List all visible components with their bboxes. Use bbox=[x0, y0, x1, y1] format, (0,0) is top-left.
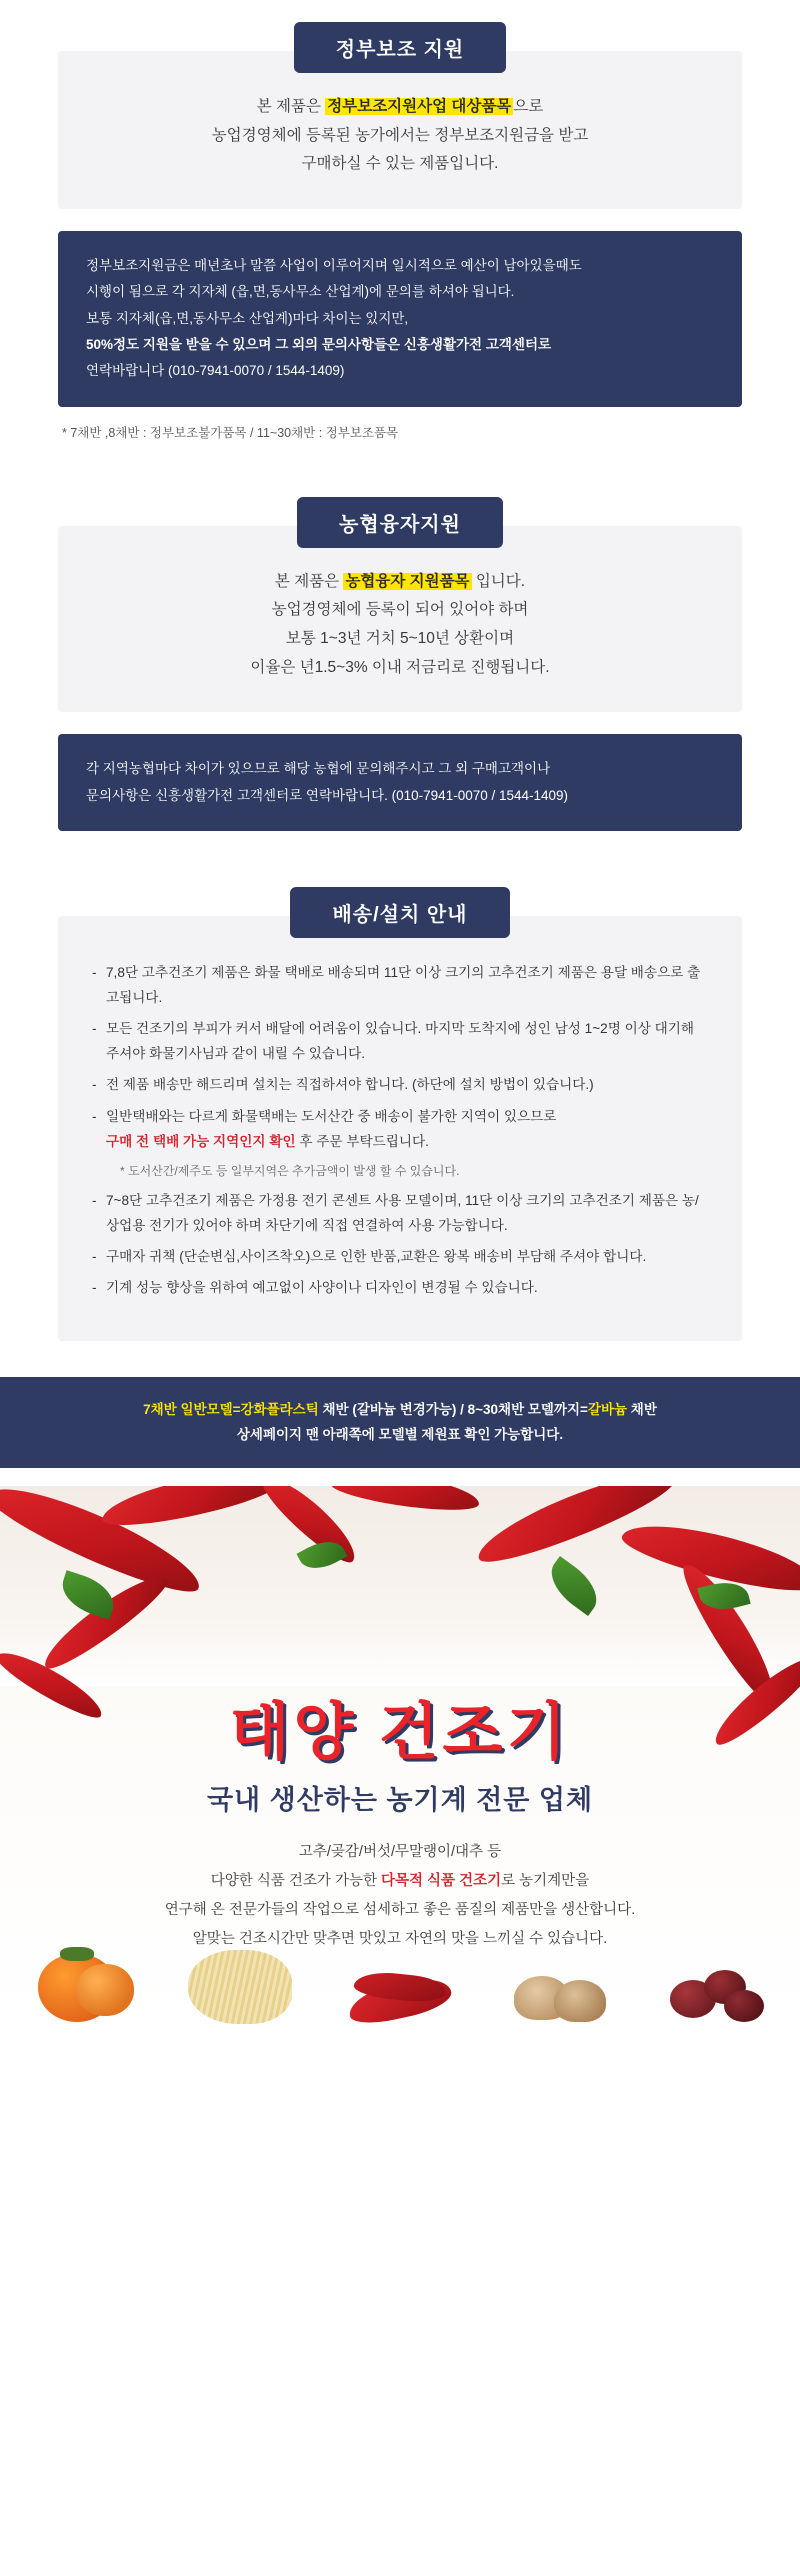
model-info-line-1 bbox=[40, 1397, 760, 1423]
hero-description-line-2: 다양한 식품 건조가 가능한 다목적 식품 건조기로 농기계만을 bbox=[210, 1872, 590, 1889]
loan-body-line-2: 농업경영체에 등록이 되어 있어야 하며 bbox=[271, 601, 529, 619]
hero-title: 태양 건조기 bbox=[229, 1697, 571, 1767]
delivery-section bbox=[0, 887, 800, 1341]
subsidy-body-line-3: 구매하실 수 있는 제품입니다. bbox=[301, 155, 499, 173]
loan-body-line-3: 보통 1~3년 거치 5~10년 상환이며 bbox=[285, 629, 515, 647]
hero-description-line-1: 고추/곶감/버섯/무말랭이/대추 등 bbox=[298, 1843, 502, 1860]
subsidy-body bbox=[58, 51, 742, 209]
loan-notice-line-2: 문의사항은 신흥생활가전 고객센터로 연락바랍니다. (010-7941-0070 / 1544-1409) bbox=[86, 787, 569, 803]
food-jujube bbox=[660, 1938, 780, 2024]
food-mushroom bbox=[500, 1938, 620, 2024]
delivery-item-5: 7~8단 고추건조기 제품은 가정용 전기 콘센트 사용 모델이며, 11단 이상 크기의 고추건조기 제품은 농/상업용 전기가 있어야 하며 차단기에 직접 연결하여 사용 가능합니다. bbox=[106, 1193, 699, 1234]
delivery-heading: 배송/설치 안내 bbox=[290, 887, 509, 938]
list-dash: - bbox=[92, 1021, 97, 1037]
subsidy-notice-line-5: 연락바랍니다 (010-7941-0070 / 1544-1409) bbox=[86, 363, 345, 379]
loan-body-line-1: 본 제품은 농협융자 지원품목 입니다. bbox=[274, 572, 526, 590]
subsidy-footnote: * 7채반 ,8채반 : 정부보조불가품목 / 11~30채반 : 정부보조품목 bbox=[62, 425, 399, 440]
hero-banner bbox=[0, 1486, 800, 2024]
loan-notice bbox=[58, 734, 742, 831]
food-image-strip bbox=[0, 1928, 800, 2024]
delivery-item-2: 모든 건조기의 부피가 커서 배달에 어려움이 있습니다. 마지막 도착지에 성인 남성 1~2명 이상 대기해 주셔야 화물기사님과 같이 내릴 수 있습니다. bbox=[106, 1021, 695, 1062]
model-info-middle: 채반 (갈바늄 변경가능) / 8~30채반 모델까지= bbox=[318, 1401, 588, 1417]
subsidy-heading: 정부보조 지원 bbox=[294, 22, 506, 73]
hero-description-line-3: 연구해 온 전문가들의 작업으로 섬세하고 좋은 품질의 제품만을 생산합니다. bbox=[164, 1901, 636, 1918]
model-info-material-a: 강화플라스틱 bbox=[240, 1401, 319, 1417]
model-info-bar bbox=[0, 1377, 800, 1468]
list-dash: - bbox=[92, 1077, 97, 1093]
loan-section bbox=[0, 497, 800, 831]
list-item bbox=[92, 1016, 708, 1066]
subsidy-section bbox=[0, 22, 800, 441]
delivery-list bbox=[58, 916, 742, 1341]
loan-body-line-4: 이율은 년1.5~3% 이내 저금리로 진행됩니다. bbox=[250, 658, 550, 676]
loan-body bbox=[58, 526, 742, 713]
delivery-item-3: 전 제품 배송만 해드리며 설치는 직접하셔야 합니다. (하단에 설치 방법이 있습니다.) bbox=[106, 1077, 594, 1093]
list-item bbox=[92, 1104, 708, 1154]
hero-description-line-4: 알맞는 건조시간만 맞추면 맛있고 자연의 맛을 느끼실 수 있습니다. bbox=[192, 1930, 608, 1947]
subsidy-notice bbox=[58, 231, 742, 407]
hero-subtitle: 국내 생산하는 농기계 전문 업체 bbox=[206, 1784, 594, 1815]
list-dash: - bbox=[92, 1108, 97, 1124]
delivery-item-4-emphasis: 구매 전 택배 가능 지역인지 확인 bbox=[106, 1133, 296, 1149]
delivery-item-7: 기계 성능 향상을 위하여 예고없이 사양이나 디자인이 변경될 수 있습니다. bbox=[106, 1280, 538, 1296]
subsidy-body-line-2: 농업경영체에 등록된 농가에서는 정부보조지원금을 받고 bbox=[211, 126, 589, 144]
model-info-line-2: 상세페이지 맨 아래쪽에 모델별 제원표 확인 가능합니다. bbox=[236, 1427, 564, 1443]
loan-notice-line-1: 각 지역농협마다 차이가 있으므로 해당 농협에 문의해주시고 그 외 구매고객이나 bbox=[86, 761, 551, 777]
list-item bbox=[92, 1244, 708, 1269]
model-info-suffix: 채반 bbox=[627, 1401, 657, 1417]
loan-highlight: 농협융자 지원품목 bbox=[345, 572, 470, 590]
list-dash: - bbox=[92, 1280, 97, 1296]
dried-roots-shape bbox=[188, 1950, 292, 2024]
delivery-item-6: 구매자 귀책 (단순변심,사이즈착오)으로 인한 반품,교환은 왕복 배송비 부담해 주셔야 합니다. bbox=[106, 1249, 647, 1265]
list-dash: - bbox=[92, 1193, 97, 1209]
delivery-item-1: 7,8단 고추건조기 제품은 화물 택배로 배송되며 11단 이상 크기의 고추건조기 제품은 용달 배송으로 출고됩니다. bbox=[106, 964, 701, 1006]
model-info-prefix: 7채반 일반모델= bbox=[143, 1401, 241, 1417]
mushroom-shape-2 bbox=[554, 1980, 606, 2022]
food-persimmon bbox=[20, 1938, 140, 2024]
list-item bbox=[92, 1275, 708, 1300]
loan-heading: 농협융자지원 bbox=[297, 497, 503, 548]
subsidy-notice-line-4: 50%정도 지원을 받을 수 있으며 그 외의 문의사항들은 신흥생활가전 고객센터로 bbox=[86, 336, 552, 352]
food-red-pepper bbox=[340, 1938, 460, 2024]
hero-description-emphasis: 다목적 식품 건조기 bbox=[381, 1872, 502, 1889]
list-item bbox=[92, 960, 708, 1010]
list-dash: - bbox=[92, 964, 97, 980]
delivery-sub-note: * 도서산간/제주도 등 일부지역은 추가금액이 발생 할 수 있습니다. bbox=[120, 1163, 460, 1178]
subsidy-notice-line-2: 시행이 됨으로 각 지자체 (읍,면,동사무소 산업계)에 문의를 하셔야 됩니다. bbox=[86, 284, 515, 300]
persimmon-shape-2 bbox=[76, 1964, 134, 2016]
subsidy-notice-line-3: 보통 지자체(읍,면,동사무소 산업계)마다 차이는 있지만, bbox=[86, 310, 409, 326]
list-item bbox=[92, 1072, 708, 1097]
list-dash: - bbox=[92, 1249, 97, 1265]
model-info-material-b: 갈바늄 bbox=[587, 1401, 628, 1417]
subsidy-body-line-1: 본 제품은 정부보조지원사업 대상품목 으로 bbox=[256, 98, 544, 115]
subsidy-notice-line-1: 정부보조지원금은 매년초나 말쯤 사업이 이루어지며 일시적으로 예산이 남아있을때도 bbox=[86, 258, 582, 274]
food-dried-roots bbox=[180, 1938, 300, 2024]
list-item bbox=[92, 1188, 708, 1238]
jujube-shape-3 bbox=[724, 1990, 764, 2022]
subsidy-highlight: 정부보조지원사업 대상품목 bbox=[327, 98, 512, 115]
delivery-item-4: 일반택배와는 다르게 화물택배는 도서산간 중 배송이 불가한 지역이 있으므로 구매 전 택배 가능 지역인지 확인 후 주문 부탁드립니다. bbox=[106, 1108, 557, 1149]
